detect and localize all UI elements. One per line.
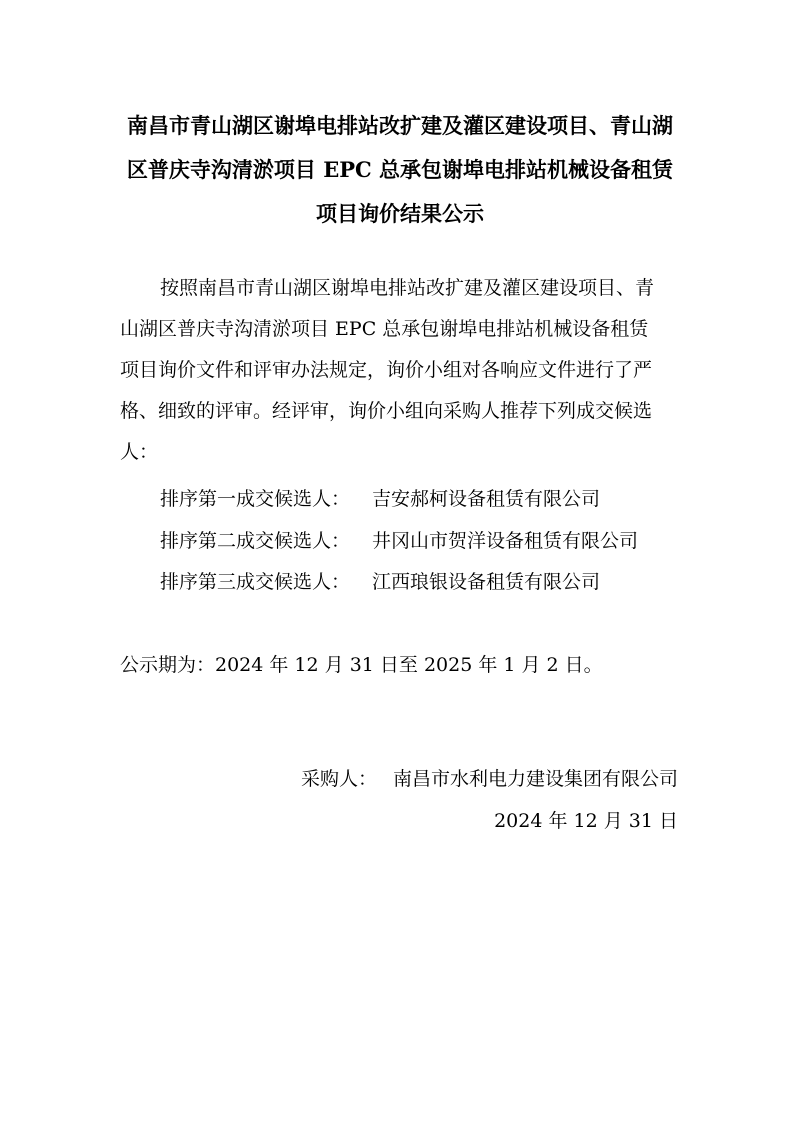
body-line-4: 格、细致的评审。经评审，询价小组向采购人推荐下列成交候选 xyxy=(120,400,653,422)
candidate-company-name: 井冈山市贺洋设备租赁有限公司 xyxy=(372,530,639,552)
candidate-company-name: 吉安郝柯设备租赁有限公司 xyxy=(372,488,601,510)
purchaser-name: 南昌市水利电力建设集团有限公司 xyxy=(392,768,678,790)
candidate-rank-1 xyxy=(160,484,600,511)
candidate-rank-label: 排序第二成交候选人： xyxy=(160,530,351,552)
candidate-rank-2 xyxy=(160,526,638,553)
candidate-company-name: 江西琅银设备租赁有限公司 xyxy=(372,571,601,593)
signature-date: 2024 年 12 月 31 日 xyxy=(494,810,678,832)
announcement-period: 公示期为：2024 年 12 月 31 日至 2025 年 1 月 2 日。 xyxy=(120,654,603,676)
title-line-2: 区普庆寺沟清淤项目 EPC 总承包谢埠电排站机械设备租赁 xyxy=(126,157,674,182)
candidate-rank-label: 排序第一成交候选人： xyxy=(160,488,351,510)
body-line-5: 人： xyxy=(120,441,159,463)
document-title xyxy=(112,104,688,236)
body-paragraph xyxy=(120,268,684,473)
body-line-2: 山湖区普庆寺沟清淤项目 EPC 总承包谢埠电排站机械设备租赁 xyxy=(120,318,649,340)
purchaser-signature xyxy=(301,764,678,791)
title-line-3: 项目询价结果公示 xyxy=(316,201,484,226)
purchaser-label: 采购人： xyxy=(300,768,377,790)
body-line-1: 按照南昌市青山湖区谢埠电排站改扩建及灌区建设项目、青 xyxy=(160,277,655,299)
candidate-rank-3 xyxy=(160,567,600,594)
candidate-rank-label: 排序第三成交候选人： xyxy=(160,571,351,593)
body-line-3: 项目询价文件和评审办法规定，询价小组对各响应文件进行了严 xyxy=(120,359,653,381)
title-line-1: 南昌市青山湖区谢埠电排站改扩建及灌区建设项目、青山湖 xyxy=(127,113,673,138)
